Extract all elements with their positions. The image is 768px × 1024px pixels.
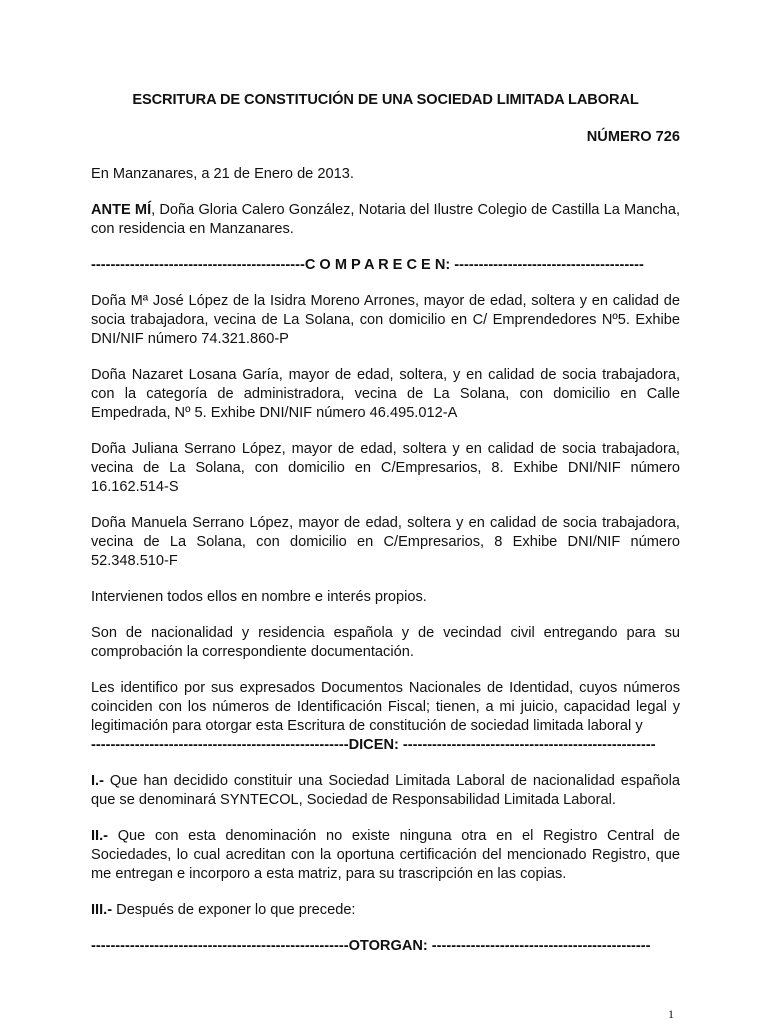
intervienen-paragraph: Intervienen todos ellos en nombre e interés propios.: [91, 589, 427, 605]
page-number: 1: [668, 1007, 674, 1021]
dicen-separator: -----------------------------------------------------DICEN: ----------------------------------------------------: [91, 737, 656, 753]
clause-2: [91, 827, 680, 884]
clause-1-number: I.-: [91, 773, 104, 789]
compareciente-2: Doña Nazaret Losana Garía, mayor de edad, soltera, y en calidad de socia trabajadora, con la categoría de administradora, vecina de La Solana, con domicilio en Calle Empedrada, Nº 5. Exhibe DNI/NIF número 46.495.012-A: [91, 367, 680, 421]
identifico-paragraph: Les identifico por sus expresados Documentos Nacionales de Identidad, cuyos números coinciden con los números de Identificación Fiscal; tienen, a mi juicio, capacidad legal y legitimación para otorgar esta Escritura de constitución de sociedad limitada laboral y: [91, 680, 680, 734]
ante-mi-label: ANTE MÍ: [91, 202, 152, 218]
document-body: [91, 91, 680, 973]
place-date: En Manzanares, a 21 de Enero de 2013.: [91, 166, 354, 182]
compareciente-4: Doña Manuela Serrano López, mayor de edad, soltera y en calidad de socia trabajadora, vecina de La Solana, con domicilio en C/Empresarios, 8 Exhibe DNI/NIF número 52.348.510-F: [91, 515, 680, 569]
clause-1-text: Que han decidido constituir una Sociedad Limitada Laboral de nacionalidad española que se denominará SYNTECOL, Sociedad de Responsabilidad Limitada Laboral.: [91, 773, 680, 808]
otorgan-separator: -----------------------------------------------------OTORGAN: ---------------------------------------------: [91, 938, 651, 954]
clause-2-text: Que con esta denominación no existe ninguna otra en el Registro Central de Sociedades, lo cual acreditan con la oportuna certificación del mencionado Registro, que me entregan e incorporo a esta matriz, para su trascripción en las copias.: [91, 828, 680, 882]
document-title: ESCRITURA DE CONSTITUCIÓN DE UNA SOCIEDAD LIMITADA LABORAL: [132, 92, 639, 108]
document-number: NÚMERO 726: [586, 129, 680, 145]
comparecen-separator: --------------------------------------------C O M P A R E C E N: ---------------------------------------: [91, 257, 644, 273]
ante-mi-text: , Doña Gloria Calero González, Notaria del Ilustre Colegio de Castilla La Mancha, con residencia en Manzanares.: [91, 202, 681, 237]
clause-3: [91, 901, 680, 920]
nacionalidad-paragraph: Son de nacionalidad y residencia española y de vecindad civil entregando para su comprobación la correspondiente documentación.: [91, 625, 680, 660]
clause-3-text: Después de exponer lo que precede:: [112, 902, 356, 918]
compareciente-3: Doña Juliana Serrano López, mayor de edad, soltera y en calidad de socia trabajadora, vecina de La Solana, con domicilio en C/Empresarios, 8. Exhibe DNI/NIF número 16.162.514-S: [91, 441, 680, 495]
clause-2-number: II.-: [91, 828, 109, 844]
ante-mi-paragraph: [91, 201, 680, 239]
compareciente-1: Doña Mª José López de la Isidra Moreno Arrones, mayor de edad, soltera y en calidad de socia trabajadora, vecina de La Solana, con domicilio en C/ Emprendedores Nº5. Exhibe DNI/NIF número 74.321.860-P: [91, 293, 680, 347]
clause-3-number: III.-: [91, 902, 113, 918]
clause-1: [91, 772, 680, 810]
